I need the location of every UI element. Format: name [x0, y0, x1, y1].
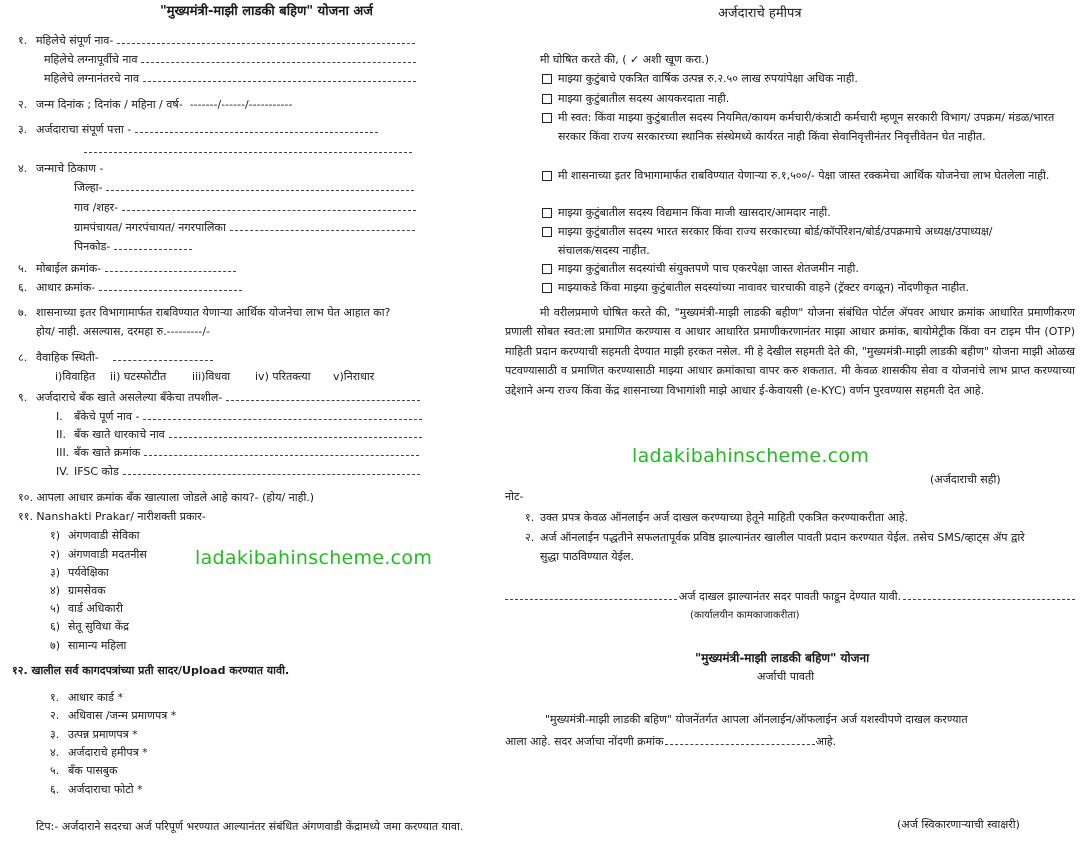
document-item: ५. बँक पासबुक: [50, 764, 118, 777]
document-item: १. आधार कार्ड *: [50, 691, 124, 704]
undertaking-title: अर्जदाराचे हमीपत्र: [718, 6, 802, 21]
form-title: "मुख्यमंत्री-माझी लाडकी बहिण" योजना अर्ज: [160, 4, 373, 19]
bank-name-blank[interactable]: [143, 419, 422, 420]
declaration-check[interactable]: माझ्या कुटुंबातील सदस्यांची संयुक्तपणे पाच एकरपेक्षा जास्त शेतजमीन नाही.: [542, 259, 1074, 278]
note-label: नोट-: [505, 490, 524, 503]
document-item: ३. उत्पन्न प्रमाणपत्र *: [50, 728, 138, 741]
field-ifsc: IV. IFSC कोड: [56, 464, 420, 480]
field-pincode: पिनकोड-: [74, 239, 192, 255]
watermark: ladakibahinscheme.com: [632, 445, 870, 467]
field-bank-name: I. बँकेचे पूर्ण नाव -: [56, 409, 422, 425]
declaration-intro: मी घोषित करते की, ( ✓ अशी खूण करा.): [540, 53, 710, 66]
document-item: २. अधिवास /जन्म प्रमाणपत्र *: [50, 709, 177, 722]
receiver-signature-label: (अर्ज स्विकारणाऱ्याची स्वाक्षरी): [897, 818, 1020, 831]
field-aadhaar-linked[interactable]: १०. आपला आधार क्रमांक बँक खात्याला जोडले आहे काय?- (होय/ नाही.): [18, 491, 315, 504]
nari-shakti-option[interactable]: ३) पर्यवेक्षिका: [50, 566, 109, 579]
district-blank[interactable]: [106, 190, 414, 191]
nari-shakti-option[interactable]: ७) सामान्य महिला: [50, 639, 127, 652]
marital-option[interactable]: v)निराधार: [333, 370, 375, 383]
field-married-name: महिलेचे लग्नानंतरचे नाव: [44, 71, 416, 87]
pincode-blank[interactable]: [114, 249, 192, 250]
address-blank[interactable]: [135, 132, 378, 133]
field-local-body: ग्रामपंचायत/ नगरपंचायत/ नगरपालिका: [74, 220, 415, 236]
nari-shakti-option[interactable]: ४) ग्रामसेवक: [50, 584, 106, 597]
office-use-label: (कार्यालयीन कामकाजाकरीता): [690, 610, 800, 621]
ifsc-blank[interactable]: [123, 474, 420, 475]
field-village: गाव /शहर-: [74, 200, 416, 216]
document-item: ४. अर्जदाराचे हमीपत्र *: [50, 746, 148, 759]
full-name-blank[interactable]: [117, 43, 415, 44]
receipt-subtitle: अर्जाची पावती: [757, 670, 815, 683]
maiden-name-blank[interactable]: [141, 62, 416, 63]
aadhaar-blank[interactable]: [99, 290, 242, 291]
checkbox[interactable]: [542, 113, 552, 123]
field-district: जिल्हा-: [74, 180, 414, 196]
marital-option[interactable]: ii) घटस्फोटीत: [110, 370, 167, 383]
account-holder-blank[interactable]: [169, 437, 422, 438]
documents-heading: १२. खालील सर्व कागदपत्रांच्या प्रती सादर/Upload करण्यात यावी.: [12, 664, 290, 677]
field-marital-status: ८. वैवाहिक स्थिती-: [18, 350, 213, 366]
registration-number-blank[interactable]: [665, 744, 815, 745]
field-aadhaar: ६. आधार क्रमांक-: [18, 280, 242, 296]
address-blank-2[interactable]: [84, 152, 412, 153]
receipt-text: "मुख्यमंत्री-माझी लाडकी बहिण" योजनेंतर्गत आपला ऑनलाईन/ऑफलाईन अर्ज यशस्वीपणे दाखल करण्यात: [545, 713, 968, 726]
field-mobile: ५. मोबाईल क्रमांक-: [18, 261, 236, 277]
field-account-holder: II. बँक खाते धारकाचे नाव: [56, 427, 422, 443]
tear-off-line: अर्ज दाखल झाल्यानंतर सदर पावती फाडून देण्यात यावी.: [505, 589, 1075, 605]
receipt-registration: आला आहे. सदर अर्जाचा नोंदणी क्रमांक आहे.: [505, 735, 837, 748]
account-number-blank[interactable]: [144, 455, 419, 456]
married-name-blank[interactable]: [143, 81, 416, 82]
checkbox[interactable]: [542, 264, 552, 274]
dob-blank[interactable]: -------/------/-----------: [189, 98, 293, 111]
marital-option[interactable]: iii)विधवा: [192, 370, 231, 383]
local-body-blank[interactable]: [230, 230, 415, 231]
field-dob: २. जन्म दिनांक ; दिनांक / महिना / वर्ष- -------/------/-----------: [18, 98, 293, 111]
mobile-blank[interactable]: [105, 271, 236, 272]
tip-note: टिप:- अर्जदाराने सदरचा अर्ज परिपूर्ण भरण्यात आल्यानंतर संबंधित अंगणवाडी केंद्रामध्ये जमा करण्यात यावा.: [36, 820, 464, 833]
field-address: ३. अर्जदाराचा संपूर्ण पत्ता -: [18, 122, 378, 138]
field-account-number: III. बँक खाते क्रमांक: [56, 445, 419, 461]
watermark: ladakibahinscheme.com: [195, 547, 433, 569]
bank-details-blank[interactable]: [226, 400, 420, 401]
aadhaar-consent-paragraph: मी वरीलप्रमाणे घोषित करते की, "मुख्यमंत्री-माझी लाडकी बहीण" योजना संबंधित पोर्टल ॲपवर आधार क्रमांक आधारित प्रमाणीकरण प्रणाली सोबत स्वत:ला प्रमाणित करण्यास व आधार आधारित प्रमाणीकरणानंतर माझा आधार क्रमांक, बायोमेट्रीक किंवा वन टाइम पीन (OTP) माहिती प्रदान करण्याची सहमती देण्यात माझी हरकत नसेल. मी हे देखील सहमती देते की, "मुख्यमंत्री-माझी लाडकी बहीण" योजना माझी ओळख पटवण्यासाठी व प्रमाणित करण्यासाठी माझ्या आधार क्रमांकाचा वापर करु शकतात. मी केवळ शासकीय सेवा व योजनांचे लाभ प्राप्त करण्याच्या उद्देशाने अन्य राज्य किंवा केंद्र शासनाच्या विभागांशी माझे आधार ई-केवायसी (e-KYC) वर्णन पुरवण्यास सहमती देत आहे.: [505, 306, 1075, 397]
field-birthplace: ४. जन्माचे ठिकाण -: [18, 162, 104, 175]
declaration-check[interactable]: मी शासनाच्या इतर विभागामार्फत राबविण्यात येणाऱ्या रु.१,५००/- पेक्षा जास्त रक्कमेचा आर्थिक योजनेचा लाभ घेतलेला नाही.: [542, 166, 1074, 185]
checkbox[interactable]: [542, 227, 552, 237]
declaration-check[interactable]: माझ्या कुटुंबातील सदस्य भारत सरकार किंवा राज्य सरकारच्या बोर्ड/कॉर्पोरेशन/बोर्ड/उपक्रमाचे अध्यक्ष/उपाध्यक्ष/संचालक/सदस्य नाहीत.: [542, 222, 1012, 260]
applicant-signature-label: (अर्जदाराची सही): [930, 473, 1001, 486]
field-bank-details: ९. अर्जदाराचे बँक खाते असलेल्या बँकेचा तपशील-: [18, 390, 420, 406]
checkbox[interactable]: [542, 74, 552, 84]
field-nari-shakti-type: ११. Nanshakti Prakar/ नारीशक्ती प्रकार-: [18, 510, 206, 523]
checkbox[interactable]: [542, 171, 552, 181]
checkbox[interactable]: [542, 94, 552, 104]
marital-blank[interactable]: [113, 360, 213, 361]
field-other-scheme: ७. शासनाच्या इतर विभागामार्फत राबविण्यात येणाऱ्या आर्थिक योजनेचा लाभ घेत आहात का?: [18, 306, 391, 319]
checkbox[interactable]: [542, 208, 552, 218]
checkbox[interactable]: [542, 283, 552, 293]
village-blank[interactable]: [122, 210, 416, 211]
declaration-check[interactable]: माझ्याकडे किंवा माझ्या कुटुंबातील सदस्यांच्या नावावर चारचाकी वाहने (ट्रॅक्टर वगळून) नोंदणीकृत नाहीत.: [542, 278, 1074, 297]
nari-shakti-option[interactable]: ६) सेतू सुविधा केंद्र: [50, 620, 130, 633]
nari-shakti-option[interactable]: ५) वार्ड अधिकारी: [50, 602, 124, 615]
field-full-name: १. महिलेचे संपूर्ण नाव-: [18, 33, 415, 49]
receipt-title: "मुख्यमंत्री-माझी लाडकी बहिण" योजना: [695, 651, 870, 665]
declaration-check[interactable]: माझ्या कुटुंबातील सदस्य आयकरदाता नाही.: [542, 89, 1074, 108]
address-line2: [80, 142, 412, 158]
document-item: ६. अर्जदाराचा फोटो *: [50, 783, 143, 796]
declaration-check[interactable]: मी स्वत: किंवा माझ्या कुटुंबातील सदस्य नियमित/कायम कर्मचारी/कंत्राटी कर्मचारी म्हणून सरकारी विभाग/ उपक्रम/ मंडळ/भारत सरकार किंवा राज्य सरकारच्या स्थानिक संस्थेमध्ये कार्यरत नाही किंवा सेवानिवृत्तीनंतर निवृत्तीवेतन घेत नाहीत.: [542, 108, 1074, 146]
marital-option[interactable]: iv) परितक्त्या: [255, 370, 311, 383]
field-maiden-name: महिलेचे लग्नापूर्वीचे नाव: [44, 52, 416, 68]
nari-shakti-option[interactable]: २) अंगणवाडी मदतनीस: [50, 548, 147, 561]
note-item: २. अर्ज ऑनलाईन पद्धतीने सफलतापूर्वक प्रविष्ठ झाल्यानंतर खालील पावती प्रदान करण्यात येईल. तसेच SMS/व्हाट्स ॲप द्वारे सुद्धा पाठविण्यात येईल.: [525, 531, 1025, 563]
nari-shakti-option[interactable]: १) अंगणवाडी सेविका: [50, 529, 140, 542]
other-scheme-answer[interactable]: होय/ नाही. असल्यास, दरमहा रु.---------/-: [36, 325, 211, 338]
note-item: १. उक्त प्रपत्र केवळ ऑनलाईन अर्ज दाखल करण्याच्या हेतूने माहिती एकत्रित करण्याकरीता आहे.: [525, 511, 909, 524]
declaration-check[interactable]: माझ्या कुटुंबाचे एकत्रित वार्षिक उत्पन्न रु.२.५० लाख रुपयांपेक्षा अधिक नाही.: [542, 69, 1074, 88]
declaration-check[interactable]: माझ्या कुटुंबातील सदस्य विद्यमान किंवा माजी खासदार/आमदार नाही.: [542, 203, 1074, 222]
marital-option[interactable]: i)विवाहित: [55, 370, 96, 383]
